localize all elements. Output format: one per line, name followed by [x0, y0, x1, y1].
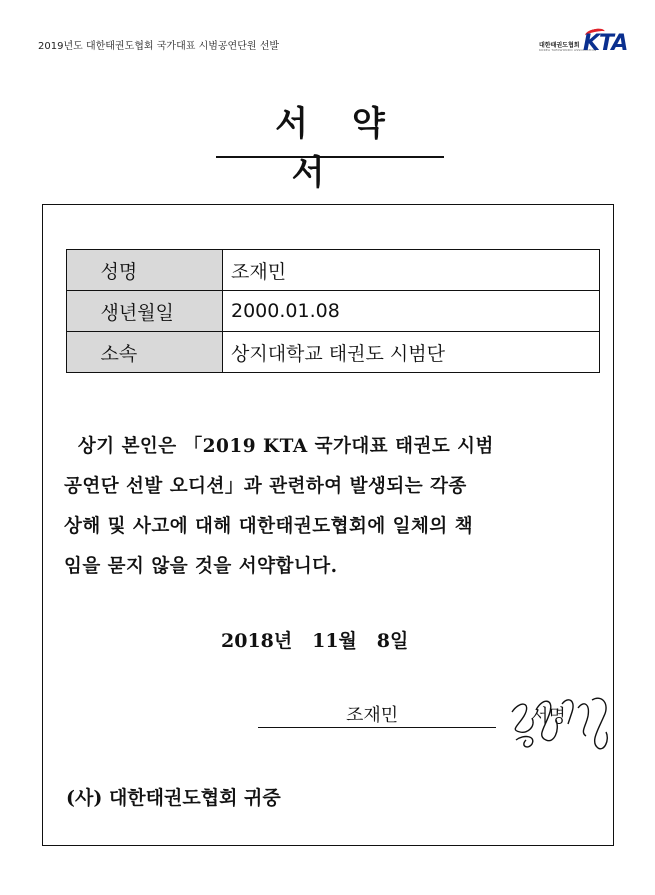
name-value: 조재민 — [223, 250, 600, 291]
name-label: 성명 — [100, 260, 138, 283]
statement-line: 공연단 선발 오디션」과 관련하여 발생되는 각종 — [64, 476, 467, 497]
label-cell — [67, 250, 223, 291]
header-text: 2019년도 대한태권도협회 국가대표 시범공연단원 선발 — [38, 41, 280, 52]
info-table — [66, 249, 600, 373]
signer-name: 조재민 — [346, 705, 399, 726]
statement-line: 상기 본인은 「2019 KTA 국가대표 태권도 시범 — [64, 436, 494, 457]
handwritten-signature — [506, 690, 616, 750]
birthdate-label: 생년월일 — [100, 301, 174, 324]
footer-recipient: (사) 대한태권도협회 귀중 — [66, 787, 281, 809]
table-row — [67, 291, 600, 332]
label-cell — [67, 332, 223, 373]
affiliation-value: 상지대학교 태권도 시범단 — [223, 332, 600, 373]
logo-sub-text: KOREA TAEKWONDO ASSOCIATION — [539, 48, 597, 52]
pledge-statement — [64, 427, 592, 587]
kta-logo — [539, 29, 628, 59]
affiliation-label: 소속 — [100, 342, 138, 365]
date-year: 2018년 — [221, 630, 293, 652]
table-row — [67, 250, 600, 291]
birthdate-value: 2000.01.08 — [223, 291, 600, 332]
logo-org-name: 대한태권도협회 — [539, 42, 580, 49]
statement-line: 상해 및 사고에 대해 대한태권도협회에 일체의 책 — [64, 516, 474, 537]
signature-line — [258, 727, 496, 728]
table-row — [67, 332, 600, 373]
date-day: 8일 — [376, 630, 409, 652]
label-cell — [67, 291, 223, 332]
logo-mark: KTA — [583, 31, 628, 56]
statement-line: 임을 묻지 않을 것을 서약합니다. — [64, 556, 338, 577]
date-month: 11월 — [312, 630, 357, 652]
document-title: 서약서 — [275, 104, 429, 193]
title-underline — [216, 156, 444, 158]
pledge-date — [221, 626, 408, 653]
seal-label: 서명 — [531, 706, 566, 727]
